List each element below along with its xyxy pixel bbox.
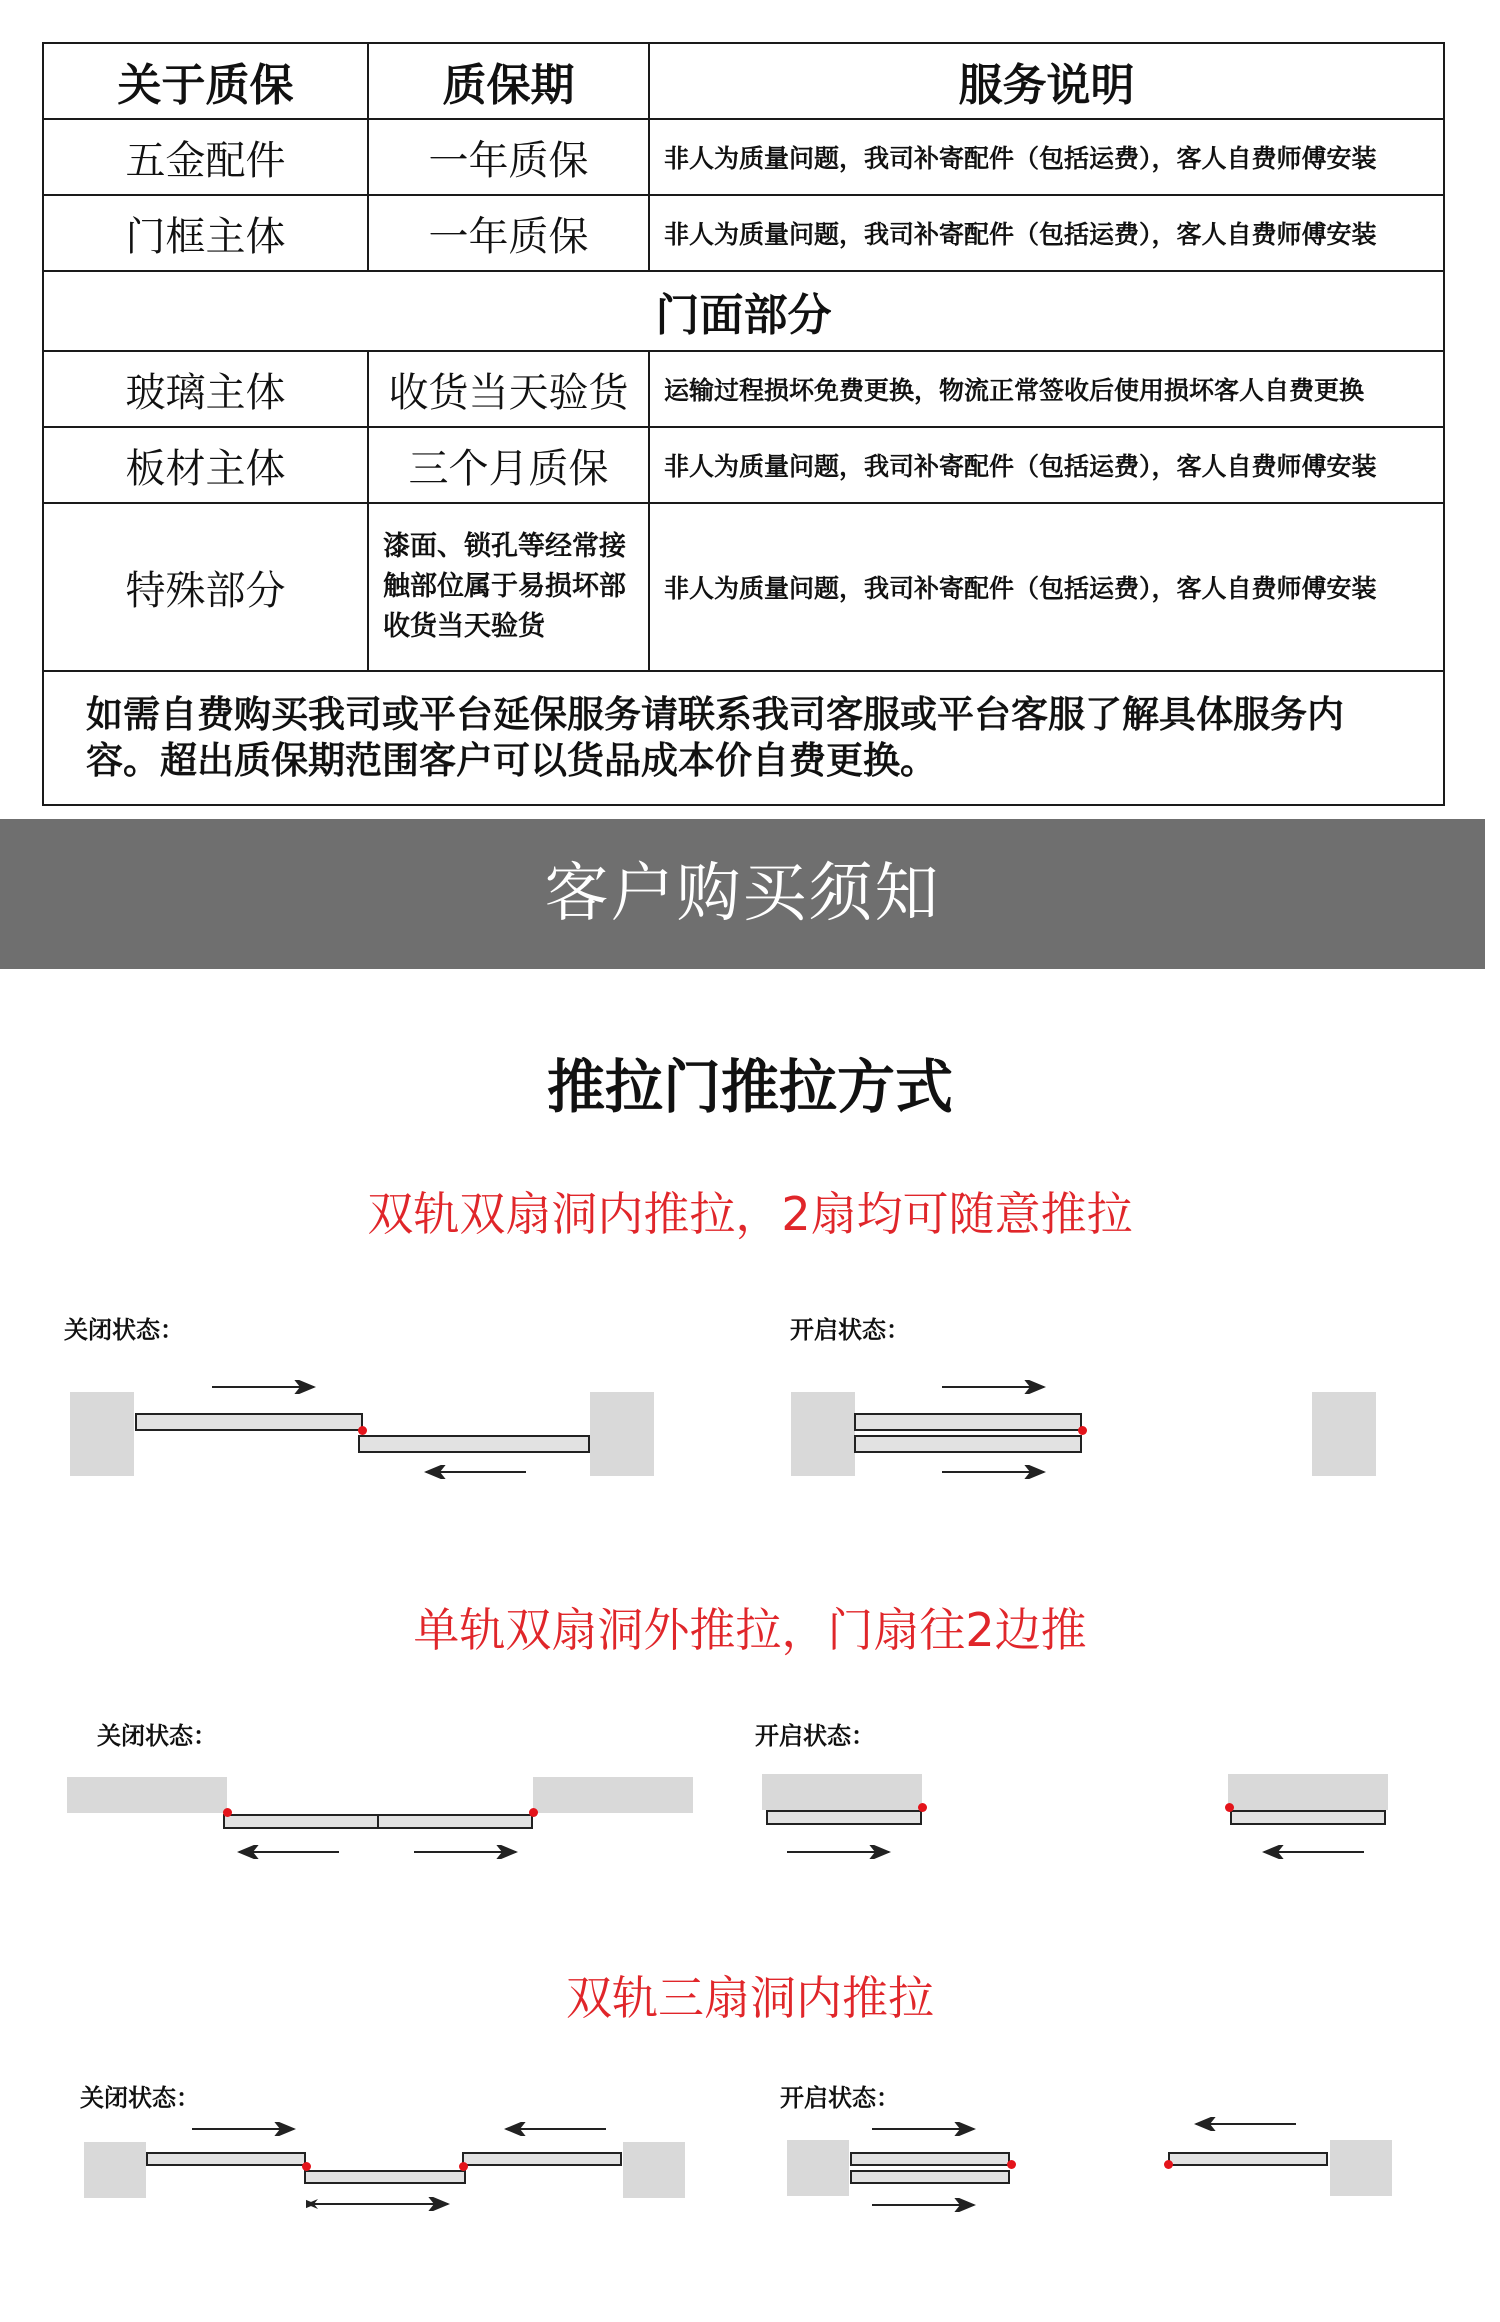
description-cell: 非人为质量问题，我司补寄配件（包括运费），客人自费师傅安装 (649, 427, 1444, 503)
table-row (43, 195, 1444, 271)
arrow-left-icon (500, 2122, 610, 2136)
period-cell: 收货当天验货 (368, 351, 649, 427)
hinge-dot (1007, 2160, 1016, 2169)
arrow-right-icon (210, 1380, 320, 1394)
hinge-dot (223, 1808, 232, 1817)
item-cell: 板材主体 (43, 427, 368, 503)
table-header-row (43, 43, 1444, 119)
wall-right (533, 1777, 693, 1813)
arrow-right-icon (785, 1845, 895, 1859)
section-title: 门面部分 (43, 271, 1444, 351)
open-state-label: 开启状态： (755, 1721, 875, 1750)
table-row (43, 427, 1444, 503)
description-cell: 运输过程损坏免费更换，物流正常签收后使用损坏客人自费更换 (649, 351, 1444, 427)
arrow-left-icon (1190, 2117, 1300, 2131)
period-cell: 一年质保 (368, 119, 649, 195)
hinge-dot (918, 1803, 927, 1812)
arrow-right-icon (940, 1465, 1050, 1479)
item-cell: 玻璃主体 (43, 351, 368, 427)
footer-note: 如需自费购买我司或平台延保服务请联系我司客服或平台客服了解具体服务内容。超出质保期范围客户可以货品成本价自费更换。 (43, 671, 1444, 805)
wall-right (1312, 1392, 1376, 1476)
header-service-description: 服务说明 (649, 43, 1444, 119)
page-title: 推拉门推拉方式 (546, 1053, 953, 1121)
hinge-dot (459, 2162, 468, 2171)
description-cell: 非人为质量问题，我司补寄配件（包括运费），客人自费师傅安装 (649, 119, 1444, 195)
table-row (43, 503, 1444, 671)
footer-row (43, 671, 1444, 805)
door-panel (854, 1435, 1082, 1453)
hinge-dot (1164, 2160, 1173, 2169)
warranty-table (42, 42, 1445, 806)
wall-left (84, 2142, 146, 2198)
door-panel (854, 1413, 1082, 1431)
header-warranty-period: 质保期 (368, 43, 649, 119)
door-panel (146, 2152, 306, 2166)
wall-left (787, 2140, 849, 2196)
description-cell: 非人为质量问题，我司补寄配件（包括运费），客人自费师傅安装 (649, 195, 1444, 271)
arrow-right-icon (940, 1380, 1050, 1394)
door-panel (766, 1810, 922, 1825)
arrow-right-icon (190, 2122, 300, 2136)
door-panel (462, 2152, 622, 2166)
hinge-dot (1078, 1426, 1087, 1435)
item-cell: 特殊部分 (43, 503, 368, 671)
wall-left (67, 1777, 227, 1813)
open-state-label: 开启状态： (790, 1315, 910, 1344)
wall-right (590, 1392, 654, 1476)
period-line: 收货当天验货 (383, 611, 545, 642)
door-panel (135, 1413, 363, 1431)
wall-left (762, 1774, 922, 1810)
item-cell: 五金配件 (43, 119, 368, 195)
hinge-dot (1225, 1803, 1234, 1812)
closed-state-label: 关闭状态： (64, 1315, 184, 1344)
description-cell: 非人为质量问题，我司补寄配件（包括运费），客人自费师傅安装 (649, 503, 1444, 671)
arrow-right-icon (870, 2122, 980, 2136)
hinge-dot (529, 1808, 538, 1817)
wall-left (791, 1392, 855, 1476)
section-heading: 单轨双扇洞外推拉，门扇往2边推 (413, 1603, 1087, 1657)
hinge-dot (302, 2162, 311, 2171)
arrow-right-icon (412, 1845, 522, 1859)
wall-left (70, 1392, 134, 1476)
section-row (43, 271, 1444, 351)
wall-right (623, 2142, 685, 2198)
door-panel (223, 1814, 379, 1829)
door-panel (304, 2170, 466, 2184)
wall-right (1228, 1774, 1388, 1810)
period-cell: 三个月质保 (368, 427, 649, 503)
door-panel (850, 2170, 1010, 2184)
table-row (43, 119, 1444, 195)
period-line: 漆面、锁孔等经常接 (383, 531, 626, 562)
period-line: 触部位属于易损坏部 (383, 571, 626, 602)
door-panel (850, 2152, 1010, 2166)
purchase-notice-banner: 客户购买须知 (0, 819, 1485, 969)
arrow-right-icon (870, 2198, 980, 2212)
arrow-left-icon (233, 1845, 343, 1859)
item-cell: 门框主体 (43, 195, 368, 271)
door-panel (1168, 2152, 1328, 2166)
table-row (43, 351, 1444, 427)
double-arrow-icon (306, 2197, 456, 2211)
wall-right (1330, 2140, 1392, 2196)
section-heading: 双轨双扇洞内推拉，2扇均可随意推拉 (367, 1187, 1133, 1241)
section-heading: 双轨三扇洞内推拉 (566, 1971, 934, 2025)
door-panel (377, 1814, 533, 1829)
hinge-dot (358, 1426, 367, 1435)
open-state-label: 开启状态： (780, 2083, 900, 2112)
period-cell: 一年质保 (368, 195, 649, 271)
period-cell (368, 503, 649, 671)
header-warranty-item: 关于质保 (43, 43, 368, 119)
closed-state-label: 关闭状态： (97, 1721, 217, 1750)
door-panel (1230, 1810, 1386, 1825)
closed-state-label: 关闭状态： (80, 2083, 200, 2112)
door-panel (358, 1435, 590, 1453)
arrow-left-icon (420, 1465, 530, 1479)
arrow-left-icon (1258, 1845, 1368, 1859)
